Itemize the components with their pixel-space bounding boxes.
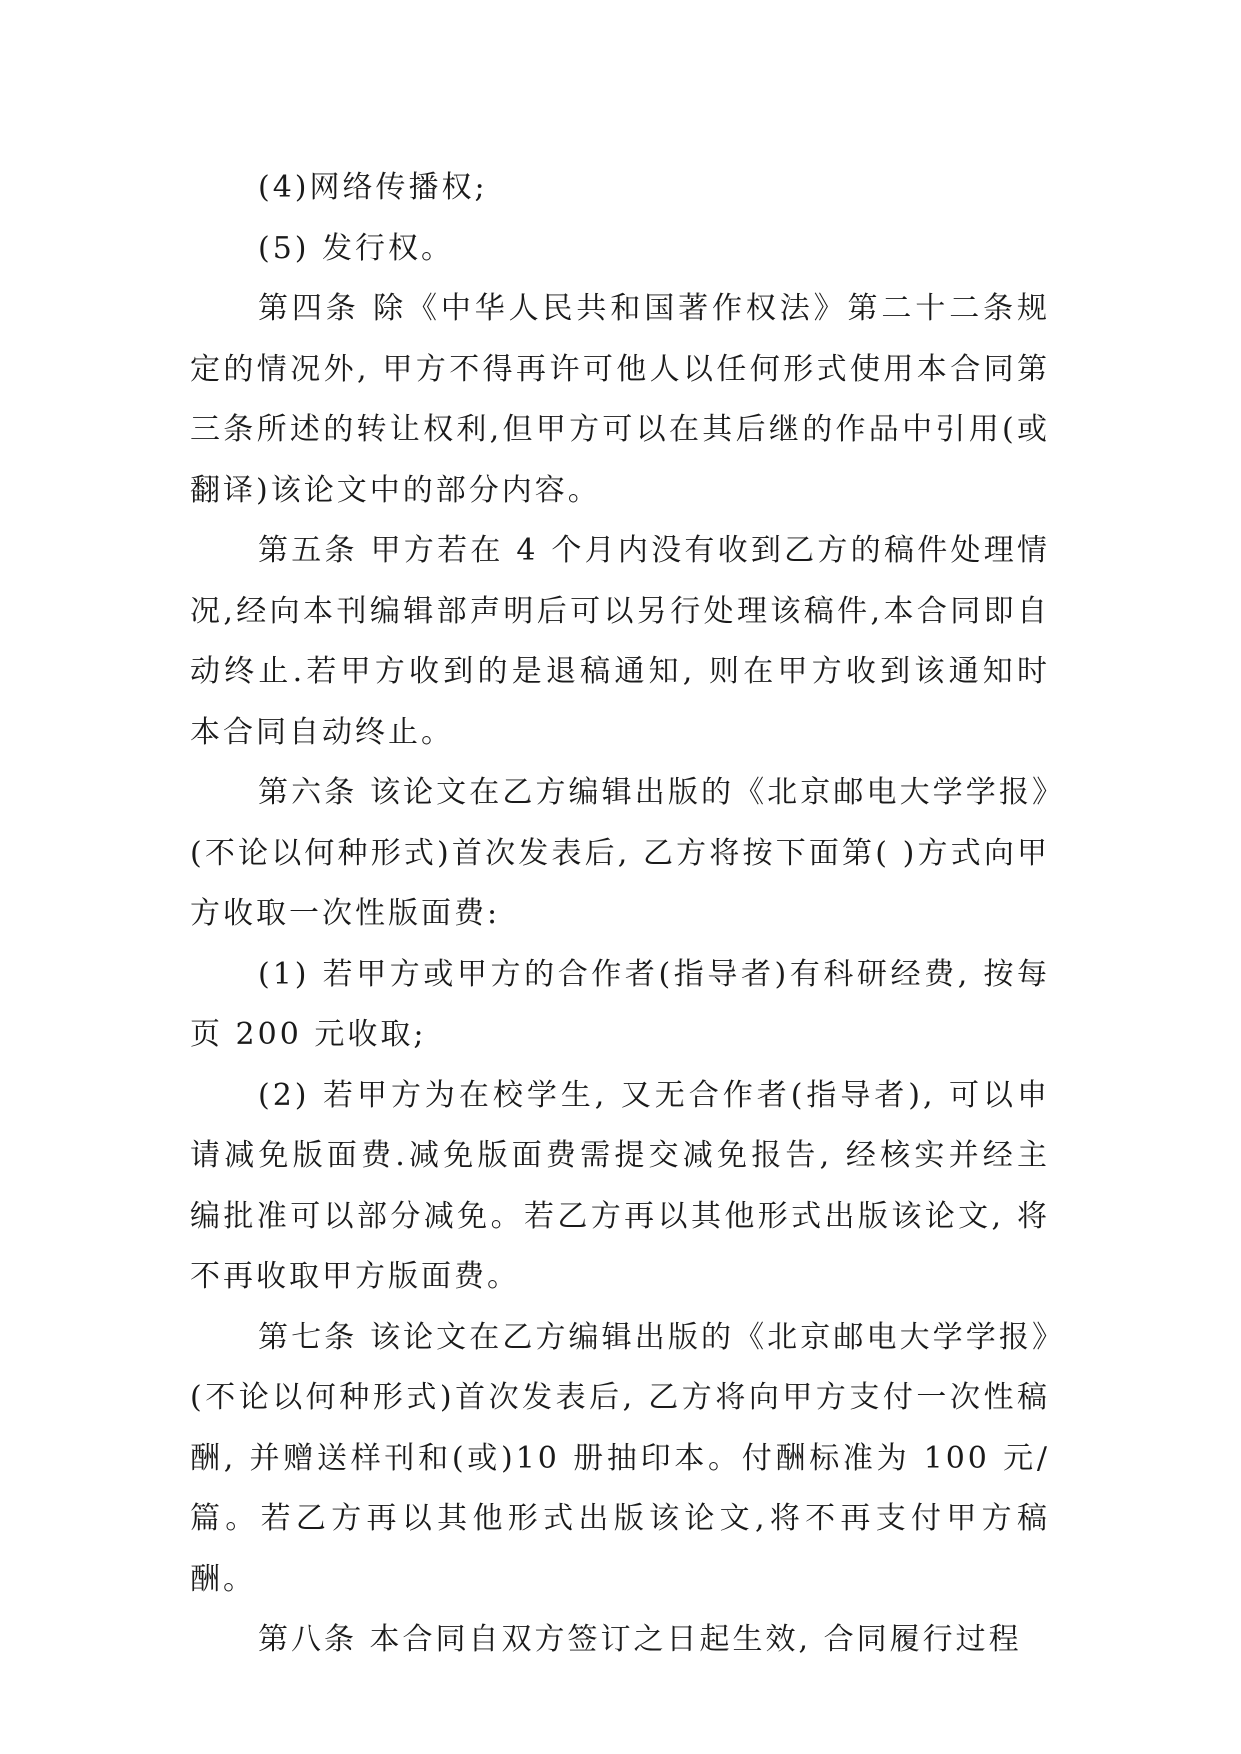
paragraph-article-8: 第八条 本合同自双方签订之日起生效, 合同履行过程 <box>258 1622 1022 1657</box>
document-body <box>190 158 1050 1671</box>
paragraph-article-5: 第五条 甲方若在 4 个月内没有收到乙方的稿件处理情况,经向本刊编辑部声明后可以另行处理该稿件,本合同即自动终止.若甲方收到的是退稿通知, 则在甲方收到该通知时本合同自动终止。 <box>190 533 1050 750</box>
paragraph-article-4: 第四条 除《中华人民共和国著作权法》第二十二条规定的情况外, 甲方不得再许可他人以任何形式使用本合同第三条所述的转让权利,但甲方可以在其后继的作品中引用(或翻译)该论文中的部分内容。 <box>190 291 1050 508</box>
paragraph-right-4: (4)网络传播权; <box>258 170 488 205</box>
paragraph-article-6: 第六条 该论文在乙方编辑出版的《北京邮电大学学报》(不论以何种形式)首次发表后, 乙方将按下面第( )方式向甲方收取一次性版面费: <box>190 775 1050 931</box>
paragraph-article-7: 第七条 该论文在乙方编辑出版的《北京邮电大学学报》(不论以何种形式)首次发表后, 乙方将向甲方支付一次性稿酬, 并赠送样刊和(或)10 册抽印本。付酬标准为 100 元/篇。若乙方再以其他形式出版该论文,将不再支付甲方稿酬。 <box>190 1319 1050 1597</box>
paragraph-right-5: (5) 发行权。 <box>258 230 455 266</box>
paragraph-fee-option-2: (2) 若甲方为在校学生, 又无合作者(指导者), 可以申请减免版面费.减免版面费需提交减免报告, 经核实并经主编批准可以部分减免。若乙方再以其他形式出版该论文, 将不再收取甲方版面费。 <box>190 1077 1050 1294</box>
paragraph-fee-option-1: (1) 若甲方或甲方的合作者(指导者)有科研经费, 按每页 200 元收取; <box>190 956 1050 1052</box>
